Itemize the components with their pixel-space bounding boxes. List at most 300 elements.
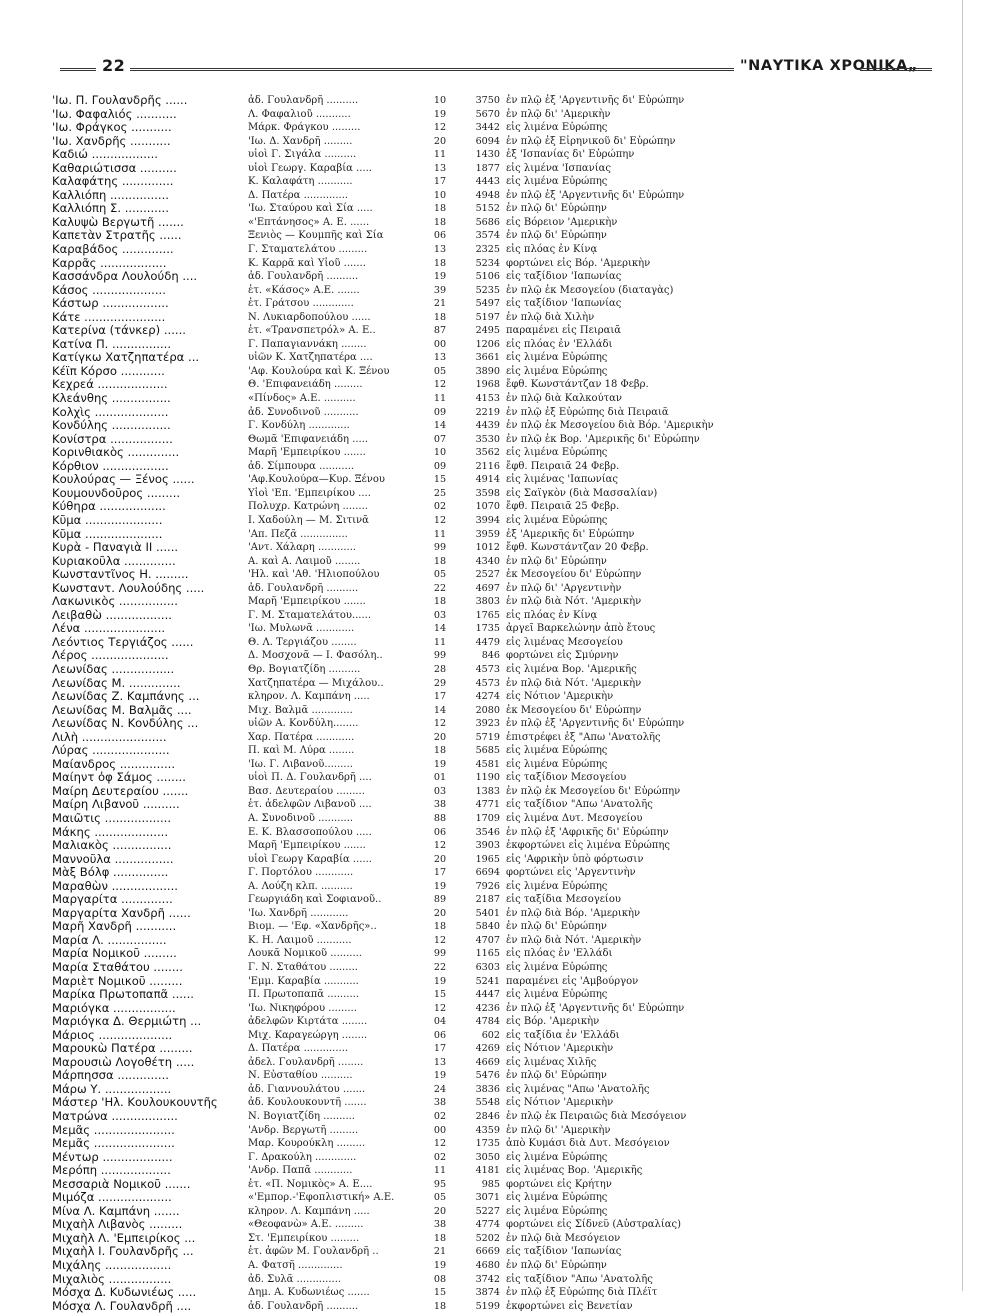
owner-name: ἑτ. ἀφῶν Μ. Γουλανδρῆ ..: [248, 1246, 379, 1258]
year-code: 17: [433, 867, 447, 879]
table-row: [52, 541, 952, 555]
ship-register: [52, 94, 952, 1313]
owner-name: ἀδελφῶν Κιρτάτα ........: [248, 1016, 368, 1028]
ship-name: Μαραθὼν ..................: [52, 879, 178, 893]
owner-name: Γ. Σταματελάτου .........: [248, 244, 368, 256]
tonnage: 5235: [475, 284, 500, 296]
table-row: [52, 1300, 952, 1313]
table-row: [52, 609, 952, 623]
tonnage: 4914: [475, 474, 500, 486]
ship-status: εἰς λιμένα Εὐρώπης: [506, 745, 608, 757]
owner-name: Κ. Καρρᾶ καὶ Υἱοῦ .......: [248, 257, 366, 269]
owner-name: 'Ηλ. καὶ 'Αθ. 'Ηλιοπούλου: [248, 569, 380, 581]
table-row: [52, 229, 952, 243]
year-code: 18: [433, 1232, 447, 1244]
owner-name: 'Ιω. Νικηφόρου .........: [248, 1002, 357, 1014]
owner-name: 'Ανδρ. Βεργωτῆ .........: [248, 1124, 359, 1136]
owner-name: Υἱοὶ 'Επ. 'Εμπειρίκου ....: [248, 487, 371, 499]
tonnage: 3994: [475, 514, 500, 526]
owner-name: Μιχ. Καραγεώργη ........: [248, 1029, 368, 1041]
tonnage: 4774: [475, 1219, 500, 1231]
owner-name: Δημ. Α. Κυδωνιέως .......: [248, 1287, 370, 1299]
table-row: [52, 880, 952, 894]
year-code: 12: [433, 934, 447, 946]
ship-status: ἐν πλῷ δι' 'Αμερικὴν: [506, 1124, 611, 1136]
year-code: 09: [433, 460, 447, 472]
tonnage: 3742: [475, 1273, 500, 1285]
year-code: 12: [433, 840, 447, 852]
table-row: [52, 1069, 952, 1083]
tonnage: 4784: [475, 1016, 500, 1028]
ship-name: 'Ιω. Φαφαλιός ...........: [52, 107, 177, 121]
ship-name: Λεωνίδας Μ. ..............: [52, 676, 181, 690]
table-row: [52, 649, 952, 663]
tonnage: 2527: [475, 569, 500, 581]
tonnage: 3530: [475, 433, 500, 445]
ship-name: Μαργαρίτα ..............: [52, 893, 173, 907]
year-code: 19: [433, 1260, 447, 1272]
tonnage: 5686: [475, 216, 500, 228]
owner-name: ἀδ. Κουλουκουντῆ .......: [248, 1097, 367, 1109]
ship-status: ἐν πλῷ ἐξ Εὐρώπης διὰ Πλέϊτ: [506, 1287, 658, 1299]
ship-name: Μεμᾶς ......................: [52, 1123, 175, 1137]
table-row: [52, 1042, 952, 1056]
year-code: 87: [433, 325, 447, 337]
table-row: [52, 202, 952, 216]
year-code: 17: [433, 691, 447, 703]
owner-name: Χατζηπατέρα — Μιχάλου..: [248, 677, 384, 689]
ship-status: ἐν πλῷ διὰ Βόρ. 'Αμερικὴν: [506, 907, 641, 919]
ship-name: Λεωνίδας .................: [52, 662, 175, 676]
ship-status: εἰς πλόας ἐν 'Ελλάδι: [506, 338, 613, 350]
table-row: [52, 677, 952, 691]
tonnage: 1165: [475, 948, 500, 960]
table-row: [52, 175, 952, 189]
owner-name: κληρον. Λ. Καμπάνη .....: [248, 691, 370, 703]
owner-name: Γ. Κονδύλη .............: [248, 420, 350, 432]
ship-name: Μὰξ Βόλφ ...............: [52, 866, 169, 880]
ship-name: Κάτε ......................: [52, 310, 166, 324]
table-row: [52, 1137, 952, 1151]
table-row: [52, 920, 952, 934]
year-code: 01: [433, 772, 447, 784]
table-row: [52, 216, 952, 230]
year-code: 09: [433, 406, 447, 418]
year-code: 20: [433, 135, 447, 147]
ship-name: 'Ιω. Χανδρῆς ...........: [52, 134, 171, 148]
table-row: [52, 866, 952, 880]
tonnage: 5719: [475, 731, 500, 743]
tonnage: 4707: [475, 934, 500, 946]
tonnage: 4581: [475, 758, 500, 770]
ship-status: εἰς ταξίδιον 'Ιαπωνίας: [506, 1246, 622, 1258]
year-code: 18: [433, 257, 447, 269]
owner-name: Ξενιὸς — Κουμπῆς καὶ Σία: [248, 230, 384, 242]
table-row: [52, 284, 952, 298]
table-row: [52, 853, 952, 867]
tonnage: 2846: [475, 1111, 500, 1123]
tonnage: 3546: [475, 826, 500, 838]
table-row: [52, 514, 952, 528]
owner-name: Βασ. Δευτεραίου .........: [248, 785, 365, 797]
year-code: 10: [433, 447, 447, 459]
table-row: [52, 500, 952, 514]
tonnage: 5548: [475, 1097, 500, 1109]
ship-name: Μαρία Σταθάτου ........: [52, 961, 183, 974]
owner-name: Α. Λούζη κλπ. ..........: [248, 880, 353, 892]
year-code: 22: [433, 962, 447, 973]
ship-status: εἰς λιμένα Εὐρώπης: [506, 365, 608, 377]
table-row: [52, 1218, 952, 1232]
table-row: [52, 690, 952, 704]
ship-name: Μίνα Λ. Καμπάνη .......: [52, 1204, 180, 1218]
owner-name: Π. Πρωτοπαπᾶ ..........: [248, 989, 360, 1001]
tonnage: 4181: [475, 1165, 500, 1177]
tonnage: 1877: [475, 162, 500, 174]
header-rule-right: [860, 68, 932, 71]
ship-name: Μαριόγκα .................: [52, 1001, 176, 1015]
table-row: [52, 1002, 952, 1016]
ship-name: Λακωνικὸς ................: [52, 595, 178, 609]
tonnage: 4153: [475, 393, 500, 405]
tonnage: 6094: [475, 135, 500, 147]
page-number: 22: [102, 56, 126, 75]
owner-name: ἑτ. ἀδελφῶν Λιβανοῦ ....: [248, 799, 372, 811]
owner-name: ἀδ. Σίμπουρα ...........: [248, 460, 355, 472]
table-row: [52, 717, 952, 731]
table-row: [52, 460, 952, 474]
ship-name: Κυρὰ - Παναγιὰ ΙΙ ......: [52, 541, 179, 555]
tonnage: 7926: [475, 880, 500, 892]
ship-name: Κόρθιον ..................: [52, 459, 169, 473]
ship-name: Μεμᾶς ......................: [52, 1137, 175, 1151]
table-row: [52, 1245, 952, 1259]
table-row: [52, 1286, 952, 1300]
owner-name: 'Απ. Πεζᾶ ...............: [248, 528, 348, 540]
year-code: 28: [433, 663, 447, 675]
tonnage: 6694: [475, 867, 500, 879]
tonnage: 5241: [475, 975, 500, 987]
ship-status: εἰς ταξίδια Μεσογείου: [506, 894, 621, 906]
table-row: [52, 473, 952, 487]
year-code: 11: [433, 393, 447, 405]
ship-name: Μόσχα Δ. Κυδωνιέως .....: [52, 1286, 197, 1300]
ship-status: εἰς λιμένα Εὐρώπης: [506, 962, 608, 973]
owner-name: υἱῶν Κ. Χατζηπατέρα ....: [248, 352, 373, 364]
tonnage: 1965: [475, 853, 500, 865]
table-row: [52, 419, 952, 433]
ship-status: εἰς λιμένα Εὐρώπης: [506, 176, 608, 188]
year-code: 14: [433, 420, 447, 432]
ship-name: Μάκης ....................: [52, 825, 169, 839]
owner-name: Κ. Η. Λαιμοῦ ...........: [248, 934, 352, 946]
ship-status: ἐκφορτώνει εἰς Βενετίαν: [506, 1300, 633, 1312]
year-code: 19: [433, 975, 447, 987]
ship-name: Μαλιακὸς ................: [52, 839, 172, 853]
ship-name: Καρρᾶς ..................: [52, 256, 167, 270]
tonnage: 4680: [475, 1260, 500, 1272]
owner-name: Γ. Δρακούλη .............: [248, 1151, 357, 1163]
owner-name: ἑτ. «Π. Νομικὸς» Α. Ε....: [248, 1178, 373, 1190]
year-code: 22: [433, 582, 447, 594]
year-code: 15: [433, 474, 447, 486]
year-code: 19: [433, 108, 447, 120]
ship-status: ἐν πλῷ ἐξ Εἰρηνικοῦ δι' Εὐρώπην: [506, 135, 676, 147]
year-code: 18: [433, 1300, 447, 1312]
owner-name: Θ. 'Επιφανειάδη .........: [248, 379, 363, 391]
ship-name: Ματρώνα ..................: [52, 1110, 178, 1124]
year-code: 13: [433, 352, 447, 364]
table-row: [52, 297, 952, 311]
ship-name: Καλλιόπη ................: [52, 188, 169, 202]
tonnage: 1709: [475, 812, 500, 824]
owner-name: Λουκᾶ Νομικοῦ ..........: [248, 948, 363, 960]
table-row: [52, 446, 952, 460]
year-code: 18: [433, 555, 447, 567]
table-row: [52, 487, 952, 501]
ship-name: Λύρας .....................: [52, 744, 170, 758]
ship-status: ἐν πλῷ δι' Εὐρώπην: [506, 230, 607, 242]
table-row: [52, 121, 952, 135]
table-row: [52, 947, 952, 961]
ship-name: 'Ιω. Π. Γουλανδρῆς ......: [52, 94, 188, 107]
ship-name: Μαννοῦλα ................: [52, 852, 174, 866]
table-row: [52, 189, 952, 203]
year-code: 11: [433, 636, 447, 648]
tonnage: 2325: [475, 244, 500, 256]
table-row: [52, 1096, 952, 1110]
ship-status: εἰς Σαϊγκὸν (διὰ Μασσαλίαν): [506, 487, 658, 499]
ship-status: εἰς λιμένα Εὐρώπης: [506, 1151, 608, 1163]
table-row: [52, 162, 952, 176]
ship-name: Καραβάδος ..............: [52, 243, 174, 257]
table-row: [52, 1151, 952, 1165]
table-row: [52, 704, 952, 718]
owner-name: Ν. Βογιατζίδη ..........: [248, 1111, 355, 1123]
table-row: [52, 243, 952, 257]
table-row: [52, 771, 952, 785]
table-row: [52, 135, 952, 149]
year-code: 02: [433, 1111, 447, 1123]
year-code: 17: [433, 176, 447, 188]
owner-name: υἱῶν Α. Κονδύλη........: [248, 718, 359, 730]
table-row: [52, 1124, 952, 1138]
year-code: 03: [433, 785, 447, 797]
ship-name: Κῦμα .....................: [52, 513, 163, 527]
ship-status: ἐν πλῷ δι' Εὐρώπην: [506, 203, 607, 215]
owner-name: Θωμᾶ 'Επιφανειάδη .....: [248, 433, 369, 445]
ship-name: Λέρος .....................: [52, 649, 169, 663]
ship-name: Μιμόζα ....................: [52, 1191, 172, 1205]
table-row: [52, 528, 952, 542]
ship-status: εἰς λιμένα Εὐρώπης: [506, 1192, 608, 1204]
ship-status: ἐν πλῷ ἐκ Πειραιῶς διὰ Μεσόγειον: [506, 1111, 687, 1123]
ship-status: ἔφθ. Πειραιᾶ 25 Φεβρ.: [506, 501, 620, 513]
owner-name: Ν. Εὐσταθίου ..........: [248, 1070, 353, 1082]
owner-name: 'Αντ. Χάλαρη ............: [248, 542, 357, 554]
ship-name: Μαιῶτις ..................: [52, 811, 172, 825]
year-code: 12: [433, 718, 447, 730]
table-row: [52, 1015, 952, 1029]
table-row: [52, 365, 952, 379]
owner-name: ἀδ. Γουλανδρῆ ..........: [248, 1300, 359, 1312]
tonnage: 2495: [475, 325, 500, 337]
ship-name: Λιλὴ .......................: [52, 730, 167, 744]
table-row: [52, 975, 952, 989]
ship-status: εἰς ταξίδιον "Απω 'Ανατολῆς: [506, 799, 653, 811]
year-code: 21: [433, 1246, 447, 1258]
ship-status: ἐν πλῷ ἐξ 'Αργεντινῆς δι' Εὐρώπην: [506, 718, 685, 730]
tonnage: 1012: [475, 542, 500, 554]
journal-title: "ΝΑΥΤΙΚΑ ΧΡΟΝΙΚΑ„: [740, 58, 919, 74]
tonnage: 2080: [475, 704, 500, 716]
year-code: 19: [433, 271, 447, 283]
owner-name: 'Αφ. Κουλούρα καὶ Κ. Ξένου: [248, 365, 390, 377]
year-code: 14: [433, 623, 447, 635]
year-code: 29: [433, 677, 447, 689]
ship-status: ἐκ Μεσογείου δι' Εὐρώπην: [506, 569, 642, 581]
owner-name: Θρ. Βογιατζίδη ..........: [248, 663, 361, 675]
table-row: [52, 812, 952, 826]
table-row: [52, 1029, 952, 1043]
ship-status: εἰς Νότιον 'Αμερικὴν: [506, 1097, 614, 1109]
table-row: [52, 988, 952, 1002]
owner-name: 'Ιω. Σταύρου καὶ Σία .....: [248, 203, 373, 215]
year-code: 13: [433, 162, 447, 174]
owner-name: Θ. Λ. Τεργιάζου ........: [248, 636, 357, 648]
tonnage: 4669: [475, 1056, 500, 1068]
ship-status: ἐκφορτώνει εἰς λιμένα Εὐρώπης: [506, 840, 670, 852]
ship-status: ἔφθ. Πειραιᾶ 24 Φεβρ.: [506, 460, 620, 472]
ship-name: Μόσχα Λ. Γουλανδρῆ ....: [52, 1299, 192, 1313]
owner-name: υἱοὶ Γεωργ Καραβία ......: [248, 853, 372, 865]
ship-status: εἰς ταξίδιον "Απω 'Ανατολῆς: [506, 1273, 653, 1285]
table-row: [52, 582, 952, 596]
year-code: 13: [433, 1056, 447, 1068]
tonnage: 4340: [475, 555, 500, 567]
ship-name: Λεωνίδας Ν. Κονδύλης ...: [52, 717, 199, 731]
ship-status: εἰς ταξίδιον 'Ιαπωνίας: [506, 271, 622, 283]
owner-name: 'Ιω. Χανδρῆ ............: [248, 907, 349, 919]
ship-name: Κέϊπ Κόρσο ............: [52, 364, 165, 378]
tonnage: 5685: [475, 745, 500, 757]
table-row: [52, 1273, 952, 1287]
ship-status: ἐν πλῷ ἐξ Εὐρώπης διὰ Πειραιᾶ: [506, 406, 669, 418]
owner-name: Ε. Κ. Βλασσοπούλου .....: [248, 826, 372, 838]
tonnage: 4573: [475, 663, 500, 675]
ship-name: Μαίηντ ὀφ Σάμος ........: [52, 771, 186, 785]
tonnage: 1735: [475, 1138, 500, 1150]
table-row: [52, 758, 952, 772]
tonnage: 602: [481, 1029, 500, 1041]
ship-status: εἰς Νότιον 'Αμερικὴν: [506, 1043, 614, 1055]
ship-name: Κονδύλης ................: [52, 419, 171, 433]
ship-name: Κασσάνδρα Λουλούδη ....: [52, 270, 198, 284]
table-row: [52, 108, 952, 122]
owner-name: ἀδελ. Γουλανδρῆ ........: [248, 1056, 364, 1068]
tonnage: 3442: [475, 122, 500, 134]
tonnage: 1206: [475, 338, 500, 350]
owner-name: Στ. 'Εμπειρίκου .........: [248, 1232, 360, 1244]
ship-name: Καλλιόπη Σ. ............: [52, 202, 169, 216]
tonnage: 6303: [475, 962, 500, 973]
owner-name: ἑτ. «Τρανσπετρόλ» Α. Ε..: [248, 325, 376, 337]
ship-name: Μάρω Υ. ..................: [52, 1082, 172, 1096]
tonnage: 3562: [475, 447, 500, 459]
year-code: 07: [433, 433, 447, 445]
tonnage: 4269: [475, 1043, 500, 1055]
owner-name: 'Εμμ. Καραβία ...........: [248, 975, 359, 987]
owner-name: Μαρῆ 'Εμπειρίκου .......: [248, 596, 366, 608]
tonnage: 4359: [475, 1124, 500, 1136]
ship-name: Κουλούρας — Ξένος ......: [52, 473, 195, 487]
ship-name: Κῦμα .....................: [52, 527, 163, 541]
tonnage: 5199: [475, 1300, 500, 1312]
ship-name: Μιχαὴλ Λιβανὸς .........: [52, 1218, 183, 1232]
table-row: [52, 622, 952, 636]
table-row: [52, 934, 952, 948]
table-row: [52, 893, 952, 907]
tonnage: 5840: [475, 921, 500, 933]
ship-status: εἰς πλόας ἐν Κίνᾳ: [506, 244, 598, 256]
year-code: 04: [433, 1016, 447, 1028]
owner-name: Ι. Χαδούλη — Μ. Σιτινᾶ: [248, 514, 369, 526]
ship-name: Μαίρη Δευτεραίου .......: [52, 784, 189, 798]
ship-name: Μάστερ 'Ηλ. Κουλουκουντῆς: [52, 1096, 218, 1110]
year-code: 05: [433, 569, 447, 581]
ship-name: Μάρπησσα ..............: [52, 1069, 169, 1083]
tonnage: 5106: [475, 271, 500, 283]
owner-name: ἀδ. Γουλανδρῆ ..........: [248, 271, 359, 283]
owner-name: Κ. Καλαφάτη ...........: [248, 176, 353, 188]
ship-status: εἰς Βόρειον 'Αμερικὴν: [506, 216, 618, 228]
ship-status: ἐν πλῷ δι' Εὐρώπην: [506, 1260, 607, 1272]
table-row: [52, 595, 952, 609]
ship-name: Καλαφάτης ..............: [52, 175, 174, 189]
ship-status: ἐν πλῷ ἐκ Μεσογείου (διαταγὰς): [506, 284, 674, 296]
owner-name: ἑτ. Γράτσου .............: [248, 298, 354, 310]
year-code: 95: [433, 1178, 447, 1190]
ship-name: Κολχὶς ....................: [52, 405, 169, 419]
year-code: 14: [433, 704, 447, 716]
table-row: [52, 1259, 952, 1273]
ship-name: Κορινθιακὸς ..............: [52, 446, 180, 460]
ship-status: εἰς λιμένα Εὐρώπης: [506, 989, 608, 1001]
ship-name: Μαρία Νομικοῦ .........: [52, 947, 177, 961]
ship-status: εἰς λιμένα Εὐρώπης: [506, 758, 608, 770]
owner-name: Π. καὶ Μ. Λύρα ........: [248, 745, 355, 757]
header-rule-middle: [130, 68, 734, 71]
tonnage: 3050: [475, 1151, 500, 1163]
owner-name: Δ. Πατέρα ..............: [248, 1043, 349, 1055]
tonnage: 2187: [475, 894, 500, 906]
table-row: [52, 1178, 952, 1192]
ship-name: Μαίρη Λιβανοῦ ..........: [52, 798, 180, 812]
ship-status: ἐν πλῷ δι' 'Αργεντινὴν: [506, 582, 622, 594]
table-row: [52, 839, 952, 853]
ship-status: εἰς ταξίδια ἐν 'Ελλάδι: [506, 1029, 620, 1041]
owner-name: ἀδ. Συνοδινοῦ ...........: [248, 406, 359, 418]
table-row: [52, 378, 952, 392]
ship-status: εἰς Νότιον 'Αμερικὴν: [506, 691, 614, 703]
tonnage: 3071: [475, 1192, 500, 1204]
owner-name: «'Επτάνησος» Α. Ε. ......: [248, 216, 370, 228]
ship-status: εἰς λιμένα Εὐρώπης: [506, 1205, 608, 1217]
ship-status: ἐν πλῷ διὰ Νότ. 'Αμερικὴν: [506, 934, 642, 946]
ship-name: Μιχαὴλ Λ. 'Εμπειρίκος ...: [52, 1231, 196, 1245]
owner-name: Γ. Ν. Σταθάτου .........: [248, 962, 358, 973]
owner-name: Πολυχρ. Κατρώνη ........: [248, 501, 368, 513]
